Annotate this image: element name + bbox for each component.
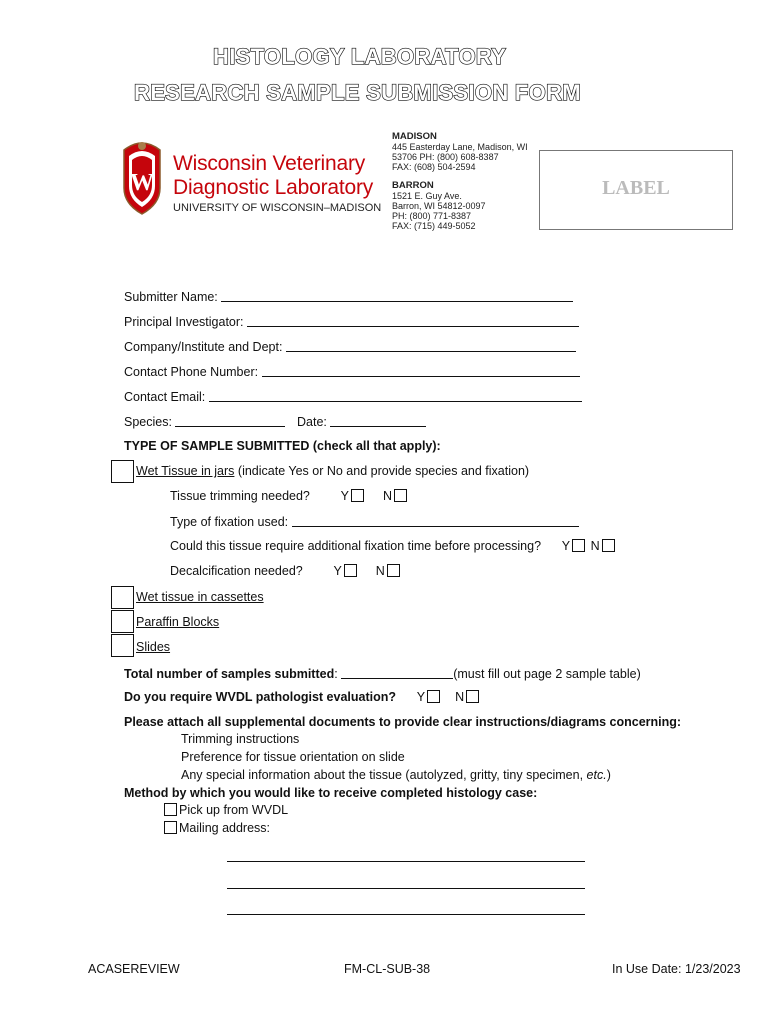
supplemental-item-orientation: Preference for tissue orientation on slide — [181, 750, 405, 764]
madison-label: MADISON — [392, 131, 437, 142]
phone-row[interactable] — [124, 364, 580, 379]
logo-name-line2: Diagnostic Laboratory — [173, 176, 374, 199]
pickup-label: Pick up from WVDL — [179, 803, 289, 817]
madison-contact — [392, 131, 528, 172]
trimming-yes-checkbox[interactable] — [351, 489, 364, 502]
footer-form-number: FM-CL-SUB-38 — [344, 962, 431, 976]
pathologist-no-checkbox[interactable] — [466, 690, 479, 703]
madison-fax: FAX: (608) 504-2594 — [392, 162, 476, 172]
label-box — [539, 150, 733, 230]
footer-use-date: In Use Date: 1/23/2023 — [612, 962, 741, 976]
additional-fixation-no-label: N — [590, 539, 600, 553]
barron-label: BARRON — [392, 180, 434, 191]
trimming-row — [170, 489, 409, 503]
label-box-text: LABEL — [602, 177, 670, 199]
additional-fixation-yes-checkbox[interactable] — [572, 539, 585, 552]
supplemental-item-special-text: Any special information about the tissue (autolyzed, gritty, tiny specimen, — [181, 768, 587, 782]
email-row[interactable] — [124, 389, 582, 404]
method-heading: Method by which you would like to receive completed histology case: — [124, 786, 538, 800]
barron-phone: PH: (800) 771-8387 — [392, 211, 472, 221]
mailing-checkbox[interactable] — [164, 821, 177, 834]
company-label: Company/Institute and Dept: — [124, 340, 283, 354]
decal-yes-label: Y — [333, 564, 342, 578]
barron-address: 1521 E. Guy Ave. — [392, 191, 462, 201]
slides-label: Slides — [136, 640, 171, 654]
supplemental-item-trimming: Trimming instructions — [181, 732, 300, 746]
additional-fixation-no-checkbox[interactable] — [602, 539, 615, 552]
total-samples-row[interactable] — [124, 666, 641, 681]
pathologist-no-label: N — [455, 690, 465, 704]
phone-field[interactable] — [262, 364, 580, 377]
supplemental-item-special — [181, 768, 611, 782]
decal-row — [170, 564, 402, 578]
cassettes-checkbox[interactable] — [111, 586, 134, 609]
email-label: Contact Email: — [124, 390, 206, 404]
mailing-address-line-2[interactable] — [227, 888, 585, 889]
fixation-row[interactable] — [170, 514, 579, 529]
additional-fixation-yes-label: Y — [561, 539, 571, 553]
wisconsin-crest-icon — [120, 138, 164, 218]
footer-left: ACASEREVIEW — [88, 962, 180, 976]
pi-row[interactable] — [124, 314, 579, 329]
pathologist-row — [124, 690, 481, 704]
slides-checkbox[interactable] — [111, 634, 134, 657]
total-samples-field[interactable] — [341, 666, 453, 679]
madison-phone: 53706 PH: (800) 608-8387 — [392, 152, 499, 162]
total-samples-label: Total number of samples submitted — [124, 667, 335, 681]
company-row[interactable] — [124, 339, 576, 354]
trimming-yes-label: Y — [340, 489, 349, 503]
additional-fixation-row — [170, 539, 617, 553]
supplemental-heading: Please attach all supplemental documents to provide clear instructions/diagrams concerning: — [124, 715, 682, 729]
submitter-name-field[interactable] — [221, 289, 573, 302]
supplemental-item-special-etc: etc. — [586, 768, 607, 782]
trimming-no-label: N — [382, 489, 392, 503]
species-row[interactable] — [124, 414, 285, 429]
supplemental-item-special-close: ) — [606, 768, 611, 782]
date-label: Date: — [297, 415, 327, 429]
page-title-line2: RESEARCH SAMPLE SUBMISSION FORM — [134, 80, 581, 105]
decal-yes-checkbox[interactable] — [344, 564, 357, 577]
decal-label: Decalcification needed? — [170, 564, 303, 578]
mailing-address-line-3[interactable] — [227, 914, 585, 915]
total-samples-colon: : — [334, 667, 338, 681]
submitter-name-label: Submitter Name: — [124, 290, 218, 304]
pathologist-label: Do you require WVDL pathologist evaluation? — [124, 690, 397, 704]
barron-contact — [392, 180, 486, 231]
pathologist-yes-label: Y — [416, 690, 426, 704]
barron-city: Barron, WI 54812-0097 — [392, 201, 486, 211]
barron-fax: FAX: (715) 449-5052 — [392, 221, 476, 231]
decal-no-label: N — [375, 564, 385, 578]
sample-type-heading: TYPE OF SAMPLE SUBMITTED (check all that apply): — [124, 439, 441, 453]
date-field[interactable] — [330, 414, 426, 427]
paraffin-checkbox[interactable] — [111, 610, 134, 633]
wvdl-logo — [120, 138, 382, 218]
company-field[interactable] — [286, 339, 576, 352]
pi-label: Principal Investigator: — [124, 315, 244, 329]
svg-text:W: W — [130, 170, 154, 196]
fixation-field[interactable] — [292, 514, 579, 527]
species-field[interactable] — [175, 414, 285, 427]
pickup-row — [164, 803, 288, 817]
madison-address: 445 Easterday Lane, Madison, WI — [392, 142, 528, 152]
additional-fixation-label: Could this tissue require additional fixation time before processing? — [170, 539, 542, 553]
mailing-row — [164, 821, 270, 835]
wet-jars-row — [136, 464, 529, 478]
date-row[interactable] — [297, 414, 426, 429]
trimming-no-checkbox[interactable] — [394, 489, 407, 502]
logo-university: UNIVERSITY OF WISCONSIN–MADISON — [173, 202, 382, 214]
pi-field[interactable] — [247, 314, 579, 327]
decal-no-checkbox[interactable] — [387, 564, 400, 577]
wet-jars-note: (indicate Yes or No and provide species and fixation) — [237, 464, 530, 478]
wet-jars-label: Wet Tissue in jars — [136, 464, 235, 478]
cassettes-label: Wet tissue in cassettes — [136, 590, 264, 604]
mailing-address-line-1[interactable] — [227, 861, 585, 862]
fixation-label: Type of fixation used: — [170, 515, 289, 529]
page-title-line1: HISTOLOGY LABORATORY — [213, 44, 507, 69]
paraffin-label: Paraffin Blocks — [136, 615, 220, 629]
pickup-checkbox[interactable] — [164, 803, 177, 816]
trimming-label: Tissue trimming needed? — [170, 489, 310, 503]
submitter-name-row[interactable] — [124, 289, 573, 304]
wet-jars-checkbox[interactable] — [111, 460, 134, 483]
email-field[interactable] — [209, 389, 582, 402]
species-label: Species: — [124, 415, 172, 429]
pathologist-yes-checkbox[interactable] — [427, 690, 440, 703]
mailing-label: Mailing address: — [179, 821, 271, 835]
phone-label: Contact Phone Number: — [124, 365, 259, 379]
total-samples-note: (must fill out page 2 sample table) — [453, 667, 641, 681]
logo-name-line1: Wisconsin Veterinary — [173, 152, 366, 175]
